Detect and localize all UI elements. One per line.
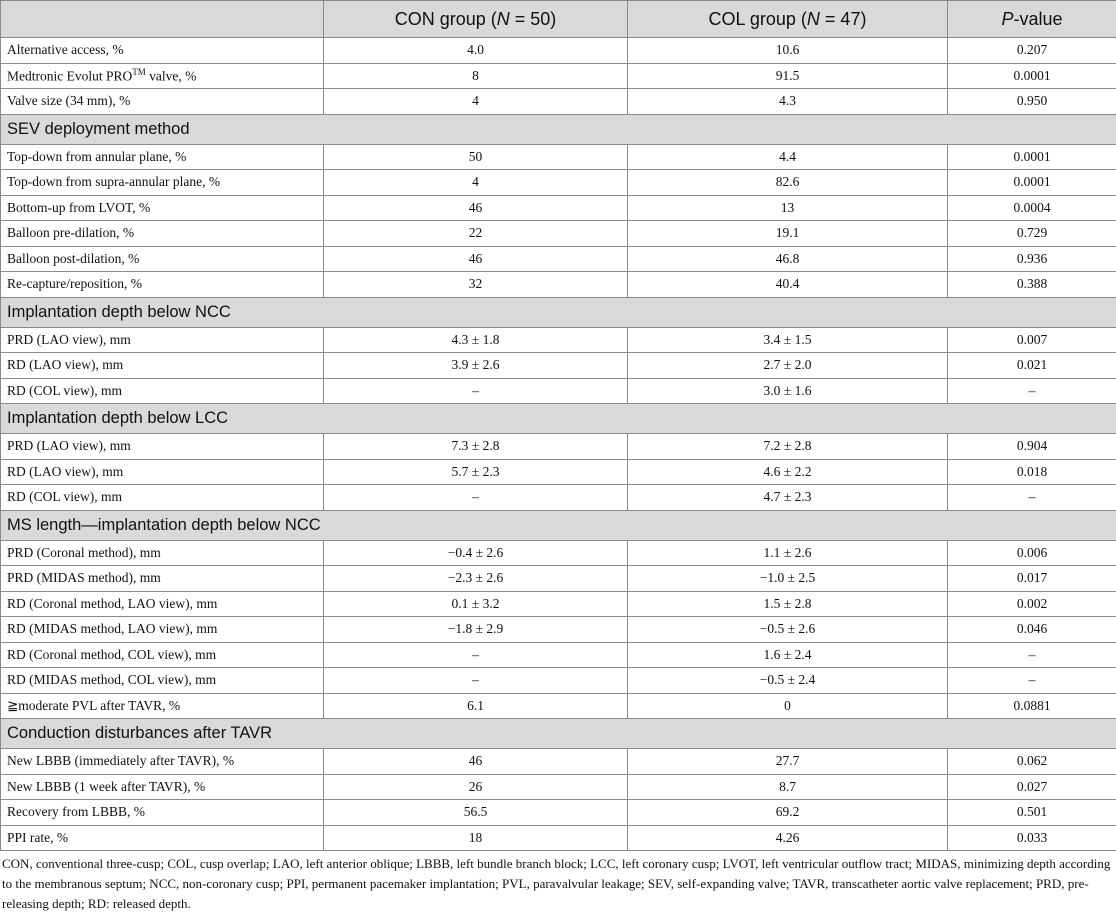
p-value: 0.0001: [948, 63, 1116, 89]
p-value: 0.027: [948, 774, 1116, 800]
table-row: [1, 327, 1116, 353]
table-row: [1, 144, 1116, 170]
row-label: RD (MIDAS method, LAO view), mm: [1, 617, 324, 643]
con-value: 4: [324, 170, 628, 196]
col-value: 13: [628, 195, 948, 221]
section-header-row: [1, 510, 1116, 540]
table-row: [1, 170, 1116, 196]
row-label: PRD (Coronal method), mm: [1, 540, 324, 566]
col-value: 46.8: [628, 246, 948, 272]
section-title: Conduction disturbances after TAVR: [1, 719, 1116, 749]
con-value: 26: [324, 774, 628, 800]
row-label: Re-capture/reposition, %: [1, 272, 324, 298]
row-label: RD (LAO view), mm: [1, 353, 324, 379]
col-value: 3.4 ± 1.5: [628, 327, 948, 353]
con-value: 6.1: [324, 693, 628, 719]
con-value: 50: [324, 144, 628, 170]
p-value: 0.729: [948, 221, 1116, 247]
table-row: [1, 668, 1116, 694]
header-p-value: [948, 1, 1116, 38]
table-row: [1, 485, 1116, 511]
table-footnote: CON, conventional three-cusp; COL, cusp overlap; LAO, left anterior oblique; LBBB, left bundle branch block; LCC, left coronary cusp; LVOT, left ventricular outflow tract; MIDAS, minimizing depth according to the membranous septum; NCC, non-coronary cusp; PPI, permanent pacemaker implantation; PVL, paravalvular leakage; SEV, self-expanding valve; TAVR, transcatheter aortic valve replacement; PRD, pre-releasing depth; RD: released depth.: [0, 851, 1114, 914]
row-label: Balloon post-dilation, %: [1, 246, 324, 272]
row-label: RD (LAO view), mm: [1, 459, 324, 485]
con-value: –: [324, 668, 628, 694]
col-value: −0.5 ± 2.4: [628, 668, 948, 694]
row-label: ≧moderate PVL after TAVR, %: [1, 693, 324, 719]
section-title: MS length—implantation depth below NCC: [1, 510, 1116, 540]
section-header-row: [1, 297, 1116, 327]
header-col-group: [628, 1, 948, 38]
col-value: 91.5: [628, 63, 948, 89]
con-value: −2.3 ± 2.6: [324, 566, 628, 592]
col-value: 8.7: [628, 774, 948, 800]
con-value: −0.4 ± 2.6: [324, 540, 628, 566]
con-value: 8: [324, 63, 628, 89]
p-value: –: [948, 668, 1116, 694]
table-row: [1, 195, 1116, 221]
table-body: [1, 38, 1116, 851]
table-row: [1, 459, 1116, 485]
row-label: PRD (LAO view), mm: [1, 327, 324, 353]
row-label: Bottom-up from LVOT, %: [1, 195, 324, 221]
row-label: Top-down from annular plane, %: [1, 144, 324, 170]
p-value: –: [948, 642, 1116, 668]
p-value: 0.501: [948, 800, 1116, 826]
con-value: 4.3 ± 1.8: [324, 327, 628, 353]
col-value: 82.6: [628, 170, 948, 196]
header-label-column: [1, 1, 324, 38]
col-value: −1.0 ± 2.5: [628, 566, 948, 592]
col-value: 3.0 ± 1.6: [628, 378, 948, 404]
col-value: 1.6 ± 2.4: [628, 642, 948, 668]
col-value: 0: [628, 693, 948, 719]
header-con-group: [324, 1, 628, 38]
table-row: [1, 378, 1116, 404]
col-value: 69.2: [628, 800, 948, 826]
section-header-row: [1, 719, 1116, 749]
row-label: Recovery from LBBB, %: [1, 800, 324, 826]
row-label: New LBBB (1 week after TAVR), %: [1, 774, 324, 800]
col-value: 4.3: [628, 89, 948, 115]
trademark-sup: TM: [132, 67, 146, 77]
col-value: 4.6 ± 2.2: [628, 459, 948, 485]
con-value: 18: [324, 825, 628, 851]
col-value: 4.7 ± 2.3: [628, 485, 948, 511]
table-row: [1, 617, 1116, 643]
col-value: 1.1 ± 2.6: [628, 540, 948, 566]
header-col-n: N: [807, 9, 820, 29]
table-row: [1, 693, 1116, 719]
col-value: 4.4: [628, 144, 948, 170]
header-row: [1, 1, 1116, 38]
section-title: SEV deployment method: [1, 114, 1116, 144]
row-label-text: Medtronic Evolut PRO: [7, 69, 132, 84]
row-label: PPI rate, %: [1, 825, 324, 851]
col-value: 7.2 ± 2.8: [628, 434, 948, 460]
con-value: 46: [324, 246, 628, 272]
table-row: [1, 221, 1116, 247]
col-value: 2.7 ± 2.0: [628, 353, 948, 379]
row-label: RD (COL view), mm: [1, 378, 324, 404]
row-label: RD (Coronal method, LAO view), mm: [1, 591, 324, 617]
table-row: [1, 63, 1116, 89]
row-label: RD (COL view), mm: [1, 485, 324, 511]
row-label: New LBBB (immediately after TAVR), %: [1, 749, 324, 775]
col-value: 1.5 ± 2.8: [628, 591, 948, 617]
col-value: 27.7: [628, 749, 948, 775]
p-value: 0.017: [948, 566, 1116, 592]
table-row: [1, 434, 1116, 460]
row-label-suffix: valve, %: [146, 69, 197, 84]
con-value: 46: [324, 749, 628, 775]
row-label: PRD (LAO view), mm: [1, 434, 324, 460]
section-header-row: [1, 114, 1116, 144]
table-row: [1, 38, 1116, 64]
row-label: PRD (MIDAS method), mm: [1, 566, 324, 592]
p-value: 0.0004: [948, 195, 1116, 221]
row-label: Top-down from supra-annular plane, %: [1, 170, 324, 196]
row-label: RD (Coronal method, COL view), mm: [1, 642, 324, 668]
p-value: 0.018: [948, 459, 1116, 485]
table-row: [1, 246, 1116, 272]
con-value: –: [324, 642, 628, 668]
table-row: [1, 800, 1116, 826]
p-value: 0.046: [948, 617, 1116, 643]
col-value: −0.5 ± 2.6: [628, 617, 948, 643]
p-value: 0.950: [948, 89, 1116, 115]
con-value: −1.8 ± 2.9: [324, 617, 628, 643]
con-value: –: [324, 485, 628, 511]
row-label: Balloon pre-dilation, %: [1, 221, 324, 247]
p-value: 0.936: [948, 246, 1116, 272]
row-label: [1, 63, 324, 89]
row-label: RD (MIDAS method, COL view), mm: [1, 668, 324, 694]
table-row: [1, 566, 1116, 592]
p-value: 0.006: [948, 540, 1116, 566]
con-value: –: [324, 378, 628, 404]
p-value: 0.007: [948, 327, 1116, 353]
col-value: 19.1: [628, 221, 948, 247]
row-label: Alternative access, %: [1, 38, 324, 64]
section-title: Implantation depth below LCC: [1, 404, 1116, 434]
section-header-row: [1, 404, 1116, 434]
con-value: 56.5: [324, 800, 628, 826]
p-value: 0.021: [948, 353, 1116, 379]
con-value: 4: [324, 89, 628, 115]
con-value: 3.9 ± 2.6: [324, 353, 628, 379]
row-label: Valve size (34 mm), %: [1, 89, 324, 115]
p-value: 0.904: [948, 434, 1116, 460]
con-value: 46: [324, 195, 628, 221]
con-value: 5.7 ± 2.3: [324, 459, 628, 485]
p-value: 0.0001: [948, 170, 1116, 196]
header-col-text: COL group (: [709, 9, 807, 29]
con-value: 22: [324, 221, 628, 247]
table-row: [1, 591, 1116, 617]
p-value: 0.207: [948, 38, 1116, 64]
col-value: 40.4: [628, 272, 948, 298]
p-value: –: [948, 485, 1116, 511]
header-con-count: = 50): [510, 9, 557, 29]
p-value: 0.062: [948, 749, 1116, 775]
col-value: 10.6: [628, 38, 948, 64]
table-row: [1, 642, 1116, 668]
table-row: [1, 825, 1116, 851]
table-row: [1, 774, 1116, 800]
p-value: 0.033: [948, 825, 1116, 851]
p-value: 0.0881: [948, 693, 1116, 719]
header-con-n: N: [497, 9, 510, 29]
table-row: [1, 540, 1116, 566]
header-p-letter: P: [1001, 9, 1013, 29]
header-col-count: = 47): [820, 9, 867, 29]
p-value: 0.0001: [948, 144, 1116, 170]
col-value: 4.26: [628, 825, 948, 851]
table-row: [1, 749, 1116, 775]
con-value: 7.3 ± 2.8: [324, 434, 628, 460]
p-value: 0.388: [948, 272, 1116, 298]
table-row: [1, 353, 1116, 379]
table-row: [1, 89, 1116, 115]
con-value: 32: [324, 272, 628, 298]
con-value: 0.1 ± 3.2: [324, 591, 628, 617]
p-value: –: [948, 378, 1116, 404]
header-p-text: -value: [1013, 9, 1062, 29]
p-value: 0.002: [948, 591, 1116, 617]
con-value: 4.0: [324, 38, 628, 64]
header-con-text: CON group (: [395, 9, 497, 29]
table-row: [1, 272, 1116, 298]
section-title: Implantation depth below NCC: [1, 297, 1116, 327]
